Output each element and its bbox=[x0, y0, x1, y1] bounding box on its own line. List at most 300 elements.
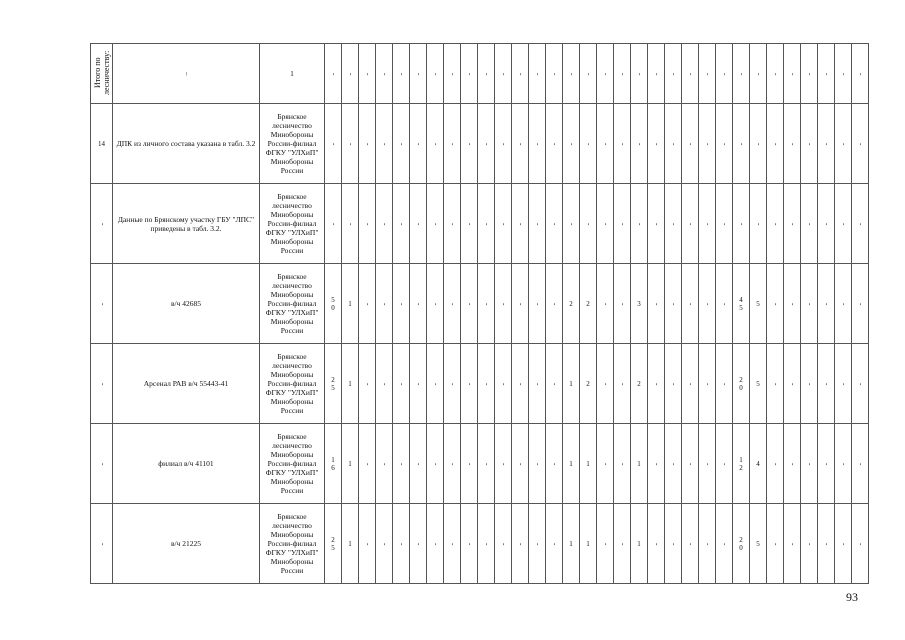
dash-value: - bbox=[431, 463, 439, 466]
value-cell bbox=[529, 264, 546, 344]
dash-value: - bbox=[448, 73, 456, 76]
dash-value: - bbox=[652, 543, 660, 546]
value-cell bbox=[648, 344, 665, 424]
value-stack bbox=[631, 460, 647, 468]
value-cell bbox=[342, 104, 359, 184]
header-value-cell bbox=[376, 44, 393, 104]
dash-value: - bbox=[822, 73, 830, 76]
value-cell bbox=[852, 424, 869, 504]
dash-value: - bbox=[703, 303, 711, 306]
dash-value: - bbox=[533, 543, 541, 546]
dash-value: - bbox=[516, 143, 524, 146]
value-cell bbox=[444, 104, 461, 184]
value-cell bbox=[393, 184, 410, 264]
dash-value: - bbox=[686, 303, 694, 306]
dash-value: - bbox=[703, 143, 711, 146]
dash-value: - bbox=[839, 73, 847, 76]
dash-value: - bbox=[363, 73, 371, 76]
header-total-label: Итого по лесничеству: bbox=[92, 50, 111, 95]
dash-value: - bbox=[397, 303, 405, 306]
table-row bbox=[91, 184, 869, 264]
value-stack bbox=[563, 460, 579, 468]
row-name-cell bbox=[113, 104, 260, 184]
row-forestry: Брянское лесничество Минобороны России-филиал ФГКУ "УЛХиП" Минобороны России bbox=[265, 512, 319, 575]
header-value-cell bbox=[784, 44, 801, 104]
dash-value: - bbox=[805, 223, 813, 226]
dash-value: - bbox=[465, 543, 473, 546]
dash-value: - bbox=[533, 463, 541, 466]
value-cell bbox=[733, 344, 750, 424]
dash-value: - bbox=[618, 463, 626, 466]
row-name: Арсенал РАВ в/ч 55443-41 bbox=[143, 379, 229, 388]
value-digit: 5 bbox=[331, 543, 335, 552]
table-row bbox=[91, 424, 869, 504]
value-stack bbox=[342, 300, 358, 308]
dash-value: - bbox=[618, 383, 626, 386]
dash-value: - bbox=[703, 543, 711, 546]
value-stack bbox=[580, 460, 596, 468]
dash-value: - bbox=[499, 463, 507, 466]
dash-value: - bbox=[380, 73, 388, 76]
dash-value: - bbox=[788, 303, 796, 306]
value-digit: 2 bbox=[586, 379, 590, 388]
value-cell bbox=[563, 184, 580, 264]
value-cell bbox=[682, 424, 699, 504]
dash-value: - bbox=[839, 463, 847, 466]
value-digit: 1 bbox=[586, 459, 590, 468]
dash-value: - bbox=[788, 383, 796, 386]
value-cell bbox=[563, 504, 580, 584]
value-digit: 5 bbox=[756, 299, 760, 308]
dash-value: - bbox=[601, 143, 609, 146]
value-digit: 2 bbox=[739, 535, 743, 544]
dash-value: - bbox=[550, 543, 558, 546]
value-cell bbox=[342, 184, 359, 264]
value-cell bbox=[461, 184, 478, 264]
dash-value: - bbox=[686, 383, 694, 386]
dash-value: - bbox=[669, 303, 677, 306]
value-stack bbox=[342, 460, 358, 468]
value-digit: 4 bbox=[756, 459, 760, 468]
dash-value: - bbox=[431, 383, 439, 386]
dash-value: - bbox=[414, 463, 422, 466]
dash-value: - bbox=[686, 463, 694, 466]
value-stack bbox=[750, 460, 766, 468]
row-forestry: Брянское лесничество Минобороны России-филиал ФГКУ "УЛХиП" Минобороны России bbox=[265, 272, 319, 335]
header-value-cell bbox=[529, 44, 546, 104]
dash-value: - bbox=[720, 73, 728, 76]
value-cell bbox=[410, 344, 427, 424]
dash-value: - bbox=[601, 223, 609, 226]
data-table bbox=[90, 43, 869, 584]
dash-value: - bbox=[601, 303, 609, 306]
value-cell bbox=[631, 424, 648, 504]
dash-value: - bbox=[754, 223, 762, 226]
dash-value: - bbox=[669, 543, 677, 546]
dash-value: - bbox=[720, 303, 728, 306]
value-cell bbox=[546, 344, 563, 424]
value-cell bbox=[359, 344, 376, 424]
value-digit: 6 bbox=[331, 463, 335, 472]
row-forestry-cell bbox=[260, 424, 325, 504]
header-value-cell bbox=[648, 44, 665, 104]
value-cell bbox=[597, 344, 614, 424]
dash-value: - bbox=[431, 143, 439, 146]
dash-value: - bbox=[465, 463, 473, 466]
value-cell bbox=[648, 264, 665, 344]
value-stack bbox=[342, 380, 358, 388]
table-row bbox=[91, 344, 869, 424]
dash-value: - bbox=[363, 223, 371, 226]
page-number: 93 bbox=[846, 590, 858, 604]
dash-value: - bbox=[465, 143, 473, 146]
value-cell bbox=[852, 104, 869, 184]
value-cell bbox=[342, 344, 359, 424]
value-stack bbox=[631, 300, 647, 308]
row-name: Данные по Брянскому участку ГБУ "ЛПС" приведены в табл. 3.2. bbox=[117, 214, 255, 233]
value-cell bbox=[529, 504, 546, 584]
dash-value: - bbox=[380, 543, 388, 546]
value-cell bbox=[852, 264, 869, 344]
dash-value: - bbox=[635, 143, 643, 146]
value-cell bbox=[835, 104, 852, 184]
row-number: - bbox=[97, 303, 106, 306]
value-cell bbox=[495, 184, 512, 264]
value-digit: 1 bbox=[569, 379, 573, 388]
value-cell bbox=[580, 424, 597, 504]
value-digit: 1 bbox=[348, 379, 352, 388]
dash-value: - bbox=[771, 223, 779, 226]
dash-value: - bbox=[652, 73, 660, 76]
value-cell bbox=[784, 184, 801, 264]
dash-value: - bbox=[686, 143, 694, 146]
dash-value: - bbox=[448, 383, 456, 386]
dash-value: - bbox=[771, 73, 779, 76]
row-number-cell bbox=[91, 104, 113, 184]
dash-value: - bbox=[397, 463, 405, 466]
value-cell bbox=[376, 104, 393, 184]
row-number: - bbox=[97, 463, 106, 466]
dash-value: - bbox=[839, 223, 847, 226]
dash-value: - bbox=[652, 463, 660, 466]
dash-value: - bbox=[584, 143, 592, 146]
header-value-cell bbox=[359, 44, 376, 104]
value-cell bbox=[801, 344, 818, 424]
dash-value: - bbox=[516, 383, 524, 386]
dash-value: - bbox=[465, 223, 473, 226]
value-cell bbox=[359, 424, 376, 504]
dash-value: - bbox=[414, 73, 422, 76]
dash-value: - bbox=[856, 383, 864, 386]
value-cell bbox=[529, 344, 546, 424]
value-cell bbox=[444, 184, 461, 264]
value-cell bbox=[393, 424, 410, 504]
value-cell bbox=[631, 504, 648, 584]
dash-value: - bbox=[856, 223, 864, 226]
value-digit: 0 bbox=[739, 543, 743, 552]
value-cell bbox=[750, 104, 767, 184]
dash-value: - bbox=[771, 303, 779, 306]
dash-value: - bbox=[550, 73, 558, 76]
dash-value: - bbox=[482, 223, 490, 226]
dash-value: - bbox=[516, 543, 524, 546]
dash-value: - bbox=[414, 543, 422, 546]
row-forestry-cell bbox=[260, 184, 325, 264]
row-name-cell bbox=[113, 344, 260, 424]
value-stack bbox=[750, 380, 766, 388]
value-digit: 3 bbox=[637, 299, 641, 308]
dash-value: - bbox=[363, 463, 371, 466]
value-cell bbox=[546, 504, 563, 584]
value-cell bbox=[716, 344, 733, 424]
value-digit: 1 bbox=[569, 539, 573, 548]
value-digit: 5 bbox=[756, 379, 760, 388]
value-cell bbox=[512, 264, 529, 344]
dash-value: - bbox=[703, 383, 711, 386]
value-cell bbox=[478, 344, 495, 424]
dash-value: - bbox=[618, 143, 626, 146]
header-value-cell bbox=[393, 44, 410, 104]
value-cell bbox=[682, 184, 699, 264]
dash-value: - bbox=[397, 143, 405, 146]
value-cell bbox=[801, 424, 818, 504]
value-cell bbox=[852, 344, 869, 424]
value-cell bbox=[835, 184, 852, 264]
value-cell bbox=[784, 344, 801, 424]
dash-value: - bbox=[805, 143, 813, 146]
table-row bbox=[91, 104, 869, 184]
dash-value: - bbox=[533, 383, 541, 386]
value-cell bbox=[546, 264, 563, 344]
dash-value: - bbox=[839, 543, 847, 546]
dash-value: - bbox=[346, 143, 354, 146]
value-cell bbox=[359, 504, 376, 584]
dash-value: - bbox=[550, 223, 558, 226]
dash-value: - bbox=[380, 303, 388, 306]
dash-value: - bbox=[754, 143, 762, 146]
value-cell bbox=[461, 504, 478, 584]
dash-value: - bbox=[346, 223, 354, 226]
value-cell bbox=[818, 264, 835, 344]
value-cell bbox=[733, 264, 750, 344]
dash-value: - bbox=[822, 463, 830, 466]
dash-value: - bbox=[805, 73, 813, 76]
value-cell bbox=[325, 264, 342, 344]
value-cell bbox=[750, 344, 767, 424]
value-cell bbox=[818, 504, 835, 584]
value-stack bbox=[580, 300, 596, 308]
dash-value: - bbox=[533, 73, 541, 76]
row-number-cell bbox=[91, 344, 113, 424]
value-cell bbox=[835, 504, 852, 584]
value-stack bbox=[325, 456, 341, 472]
row-name: ДПК из личного состава указана в табл. 3.2 bbox=[116, 139, 256, 148]
value-cell bbox=[410, 424, 427, 504]
dash-value: - bbox=[533, 303, 541, 306]
dash-value: - bbox=[448, 463, 456, 466]
header-value-cell bbox=[665, 44, 682, 104]
value-cell bbox=[614, 264, 631, 344]
header-value-cell bbox=[852, 44, 869, 104]
value-stack bbox=[750, 540, 766, 548]
dash-value: - bbox=[788, 73, 796, 76]
row-forestry-cell bbox=[260, 344, 325, 424]
value-cell bbox=[750, 424, 767, 504]
header-value-cell bbox=[716, 44, 733, 104]
dash-value: - bbox=[601, 383, 609, 386]
value-cell bbox=[818, 184, 835, 264]
value-cell bbox=[682, 344, 699, 424]
row-forestry: Брянское лесничество Минобороны России-филиал ФГКУ "УЛХиП" Минобороны России bbox=[265, 352, 319, 415]
header-value-cell bbox=[631, 44, 648, 104]
value-cell bbox=[410, 104, 427, 184]
dash-value: - bbox=[431, 303, 439, 306]
dash-value: - bbox=[363, 303, 371, 306]
value-cell bbox=[376, 184, 393, 264]
header-row bbox=[91, 44, 869, 104]
value-cell bbox=[835, 424, 852, 504]
value-cell bbox=[410, 264, 427, 344]
value-cell bbox=[342, 264, 359, 344]
value-cell bbox=[393, 504, 410, 584]
value-digit: 2 bbox=[739, 375, 743, 384]
value-cell bbox=[682, 104, 699, 184]
table-row bbox=[91, 504, 869, 584]
value-digit: 2 bbox=[637, 379, 641, 388]
dash-value: - bbox=[482, 73, 490, 76]
value-stack bbox=[631, 380, 647, 388]
value-cell bbox=[495, 264, 512, 344]
header-value-cell bbox=[546, 44, 563, 104]
dash-value: - bbox=[380, 383, 388, 386]
table-row bbox=[91, 264, 869, 344]
value-cell bbox=[716, 104, 733, 184]
row-forestry: Брянское лесничество Минобороны России-филиал ФГКУ "УЛХиП" Минобороны России bbox=[265, 112, 319, 175]
header-value-cell bbox=[461, 44, 478, 104]
row-number: - bbox=[97, 383, 106, 386]
header-value-cell bbox=[801, 44, 818, 104]
dash-value: - bbox=[771, 383, 779, 386]
dash-value: - bbox=[737, 143, 745, 146]
dash-value: - bbox=[754, 73, 762, 76]
value-cell bbox=[682, 264, 699, 344]
value-cell bbox=[512, 344, 529, 424]
dash-value: - bbox=[839, 303, 847, 306]
value-cell bbox=[631, 104, 648, 184]
dash-value: - bbox=[414, 383, 422, 386]
dash-value: - bbox=[822, 303, 830, 306]
row-name: в/ч 21225 bbox=[170, 539, 202, 548]
value-stack bbox=[563, 380, 579, 388]
value-cell bbox=[648, 424, 665, 504]
row-number-cell bbox=[91, 264, 113, 344]
dash-value: - bbox=[652, 143, 660, 146]
dash-value: - bbox=[788, 223, 796, 226]
row-forestry-cell bbox=[260, 104, 325, 184]
header-value-cell bbox=[818, 44, 835, 104]
dash-value: - bbox=[329, 143, 337, 146]
value-cell bbox=[750, 184, 767, 264]
value-cell bbox=[733, 504, 750, 584]
dash-value: - bbox=[499, 73, 507, 76]
value-cell bbox=[580, 184, 597, 264]
value-cell bbox=[376, 424, 393, 504]
dash-value: - bbox=[448, 223, 456, 226]
row-forestry-cell bbox=[260, 264, 325, 344]
value-stack bbox=[631, 540, 647, 548]
value-cell bbox=[699, 104, 716, 184]
row-forestry-cell bbox=[260, 504, 325, 584]
row-name: в/ч 42685 bbox=[170, 299, 202, 308]
table-body bbox=[91, 44, 869, 584]
header-col2-label: – bbox=[182, 72, 190, 76]
dash-value: - bbox=[567, 143, 575, 146]
header-value-cell bbox=[682, 44, 699, 104]
value-digit: 0 bbox=[739, 383, 743, 392]
dash-value: - bbox=[516, 463, 524, 466]
row-name-cell bbox=[113, 184, 260, 264]
dash-value: - bbox=[652, 303, 660, 306]
dash-value: - bbox=[516, 303, 524, 306]
dash-value: - bbox=[788, 143, 796, 146]
dash-value: - bbox=[516, 223, 524, 226]
dash-value: - bbox=[771, 143, 779, 146]
value-stack bbox=[563, 300, 579, 308]
dash-value: - bbox=[771, 463, 779, 466]
row-number-cell bbox=[91, 504, 113, 584]
value-cell bbox=[631, 184, 648, 264]
dash-value: - bbox=[669, 223, 677, 226]
value-cell bbox=[716, 264, 733, 344]
value-cell bbox=[359, 184, 376, 264]
value-cell bbox=[597, 424, 614, 504]
value-digit: 1 bbox=[348, 299, 352, 308]
dash-value: - bbox=[856, 463, 864, 466]
row-number: 14 bbox=[98, 139, 105, 148]
header-col3-cell bbox=[260, 44, 325, 104]
dash-value: - bbox=[380, 143, 388, 146]
row-forestry: Брянское лесничество Минобороны России-филиал ФГКУ "УЛХиП" Минобороны России bbox=[265, 192, 319, 255]
header-col2-cell bbox=[113, 44, 260, 104]
value-cell bbox=[784, 104, 801, 184]
dash-value: - bbox=[567, 223, 575, 226]
row-number: - bbox=[97, 543, 106, 546]
row-name: филиал в/ч 41101 bbox=[158, 459, 214, 468]
value-cell bbox=[444, 504, 461, 584]
dash-value: - bbox=[414, 143, 422, 146]
value-stack bbox=[733, 456, 749, 472]
value-cell bbox=[597, 184, 614, 264]
value-cell bbox=[767, 424, 784, 504]
header-value-cell bbox=[750, 44, 767, 104]
value-cell bbox=[750, 504, 767, 584]
value-cell bbox=[580, 344, 597, 424]
value-cell bbox=[665, 344, 682, 424]
value-cell bbox=[784, 424, 801, 504]
dash-value: - bbox=[856, 303, 864, 306]
value-cell bbox=[580, 504, 597, 584]
header-value-cell bbox=[733, 44, 750, 104]
dash-value: - bbox=[346, 73, 354, 76]
value-digit: 1 bbox=[348, 459, 352, 468]
value-cell bbox=[512, 504, 529, 584]
dash-value: - bbox=[397, 223, 405, 226]
dash-value: - bbox=[499, 143, 507, 146]
dash-value: - bbox=[465, 303, 473, 306]
value-cell bbox=[665, 424, 682, 504]
value-cell bbox=[716, 424, 733, 504]
dash-value: - bbox=[499, 383, 507, 386]
